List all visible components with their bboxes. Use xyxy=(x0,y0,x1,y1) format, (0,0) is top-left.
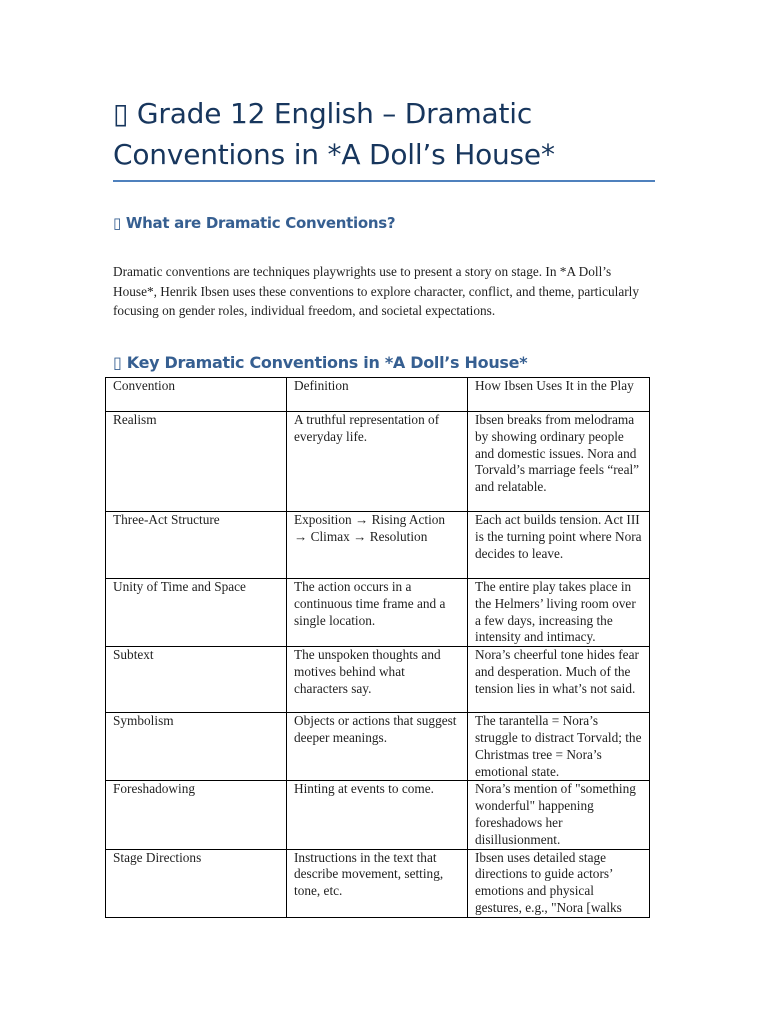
cell-convention: Foreshadowing xyxy=(106,781,287,849)
cell-definition: The unspoken thoughts and motives behind what characters say. xyxy=(287,647,468,713)
header-convention: Convention xyxy=(106,378,287,412)
title-underline xyxy=(113,180,655,182)
cell-convention: Subtext xyxy=(106,647,287,713)
cell-usage: Nora’s cheerful tone hides fear and desperation. Much of the tension lies in what’s not said. xyxy=(468,647,650,713)
section-heading-what-are-conventions: ▯ What are Dramatic Conventions? xyxy=(113,214,396,232)
table-row xyxy=(106,512,650,579)
table-row xyxy=(106,647,650,713)
cell-convention: Stage Directions xyxy=(106,849,287,917)
cell-definition: Objects or actions that suggest deeper meanings. xyxy=(287,713,468,781)
cell-convention: Three-Act Structure xyxy=(106,512,287,579)
cell-usage: The entire play takes place in the Helmers’ living room over a few days, increasing the intensity and intimacy. xyxy=(468,579,650,647)
section-heading-key-conventions: ▯ Key Dramatic Conventions in *A Doll’s House* xyxy=(113,353,528,372)
header-how-ibsen-uses: How Ibsen Uses It in the Play xyxy=(468,378,650,412)
cell-definition: The action occurs in a continuous time frame and a single location. xyxy=(287,579,468,647)
cell-convention: Realism xyxy=(106,412,287,512)
cell-definition: Hinting at events to come. xyxy=(287,781,468,849)
intro-paragraph: Dramatic conventions are techniques playwrights use to present a story on stage. In *A Doll’s House*, Henrik Ibsen uses these conventions to explore character, conflict, and theme, particularly focusing on gender roles, individual freedom, and societal expectations. xyxy=(113,264,639,318)
conventions-table xyxy=(105,377,650,918)
cell-definition: A truthful representation of everyday life. xyxy=(287,412,468,512)
cell-usage: Ibsen uses detailed stage directions to guide actors’ emotions and physical gestures, e.g., "Nora [walks xyxy=(468,849,650,917)
table-row xyxy=(106,412,650,512)
table-row xyxy=(106,781,650,849)
table-row xyxy=(106,713,650,781)
table-row xyxy=(106,579,650,647)
header-definition: Definition xyxy=(287,378,468,412)
document-title: ▯ Grade 12 English – Dramatic Conventions in *A Doll’s House* xyxy=(113,97,555,171)
cell-usage: Each act builds tension. Act III is the turning point where Nora decides to leave. xyxy=(468,512,650,579)
cell-definition: Exposition → Rising Action → Climax → Resolution xyxy=(287,512,468,579)
table-row xyxy=(106,849,650,917)
cell-convention: Unity of Time and Space xyxy=(106,579,287,647)
cell-usage: The tarantella = Nora’s struggle to distract Torvald; the Christmas tree = Nora’s emotional state. xyxy=(468,713,650,781)
cell-convention: Symbolism xyxy=(106,713,287,781)
table-header-row xyxy=(106,378,650,412)
cell-usage: Nora’s mention of "something wonderful" happening foreshadows her disillusionment. xyxy=(468,781,650,849)
cell-definition: Instructions in the text that describe movement, setting, tone, etc. xyxy=(287,849,468,917)
cell-usage: Ibsen breaks from melodrama by showing ordinary people and domestic issues. Nora and Torvald’s marriage feels “real” and relatable. xyxy=(468,412,650,512)
